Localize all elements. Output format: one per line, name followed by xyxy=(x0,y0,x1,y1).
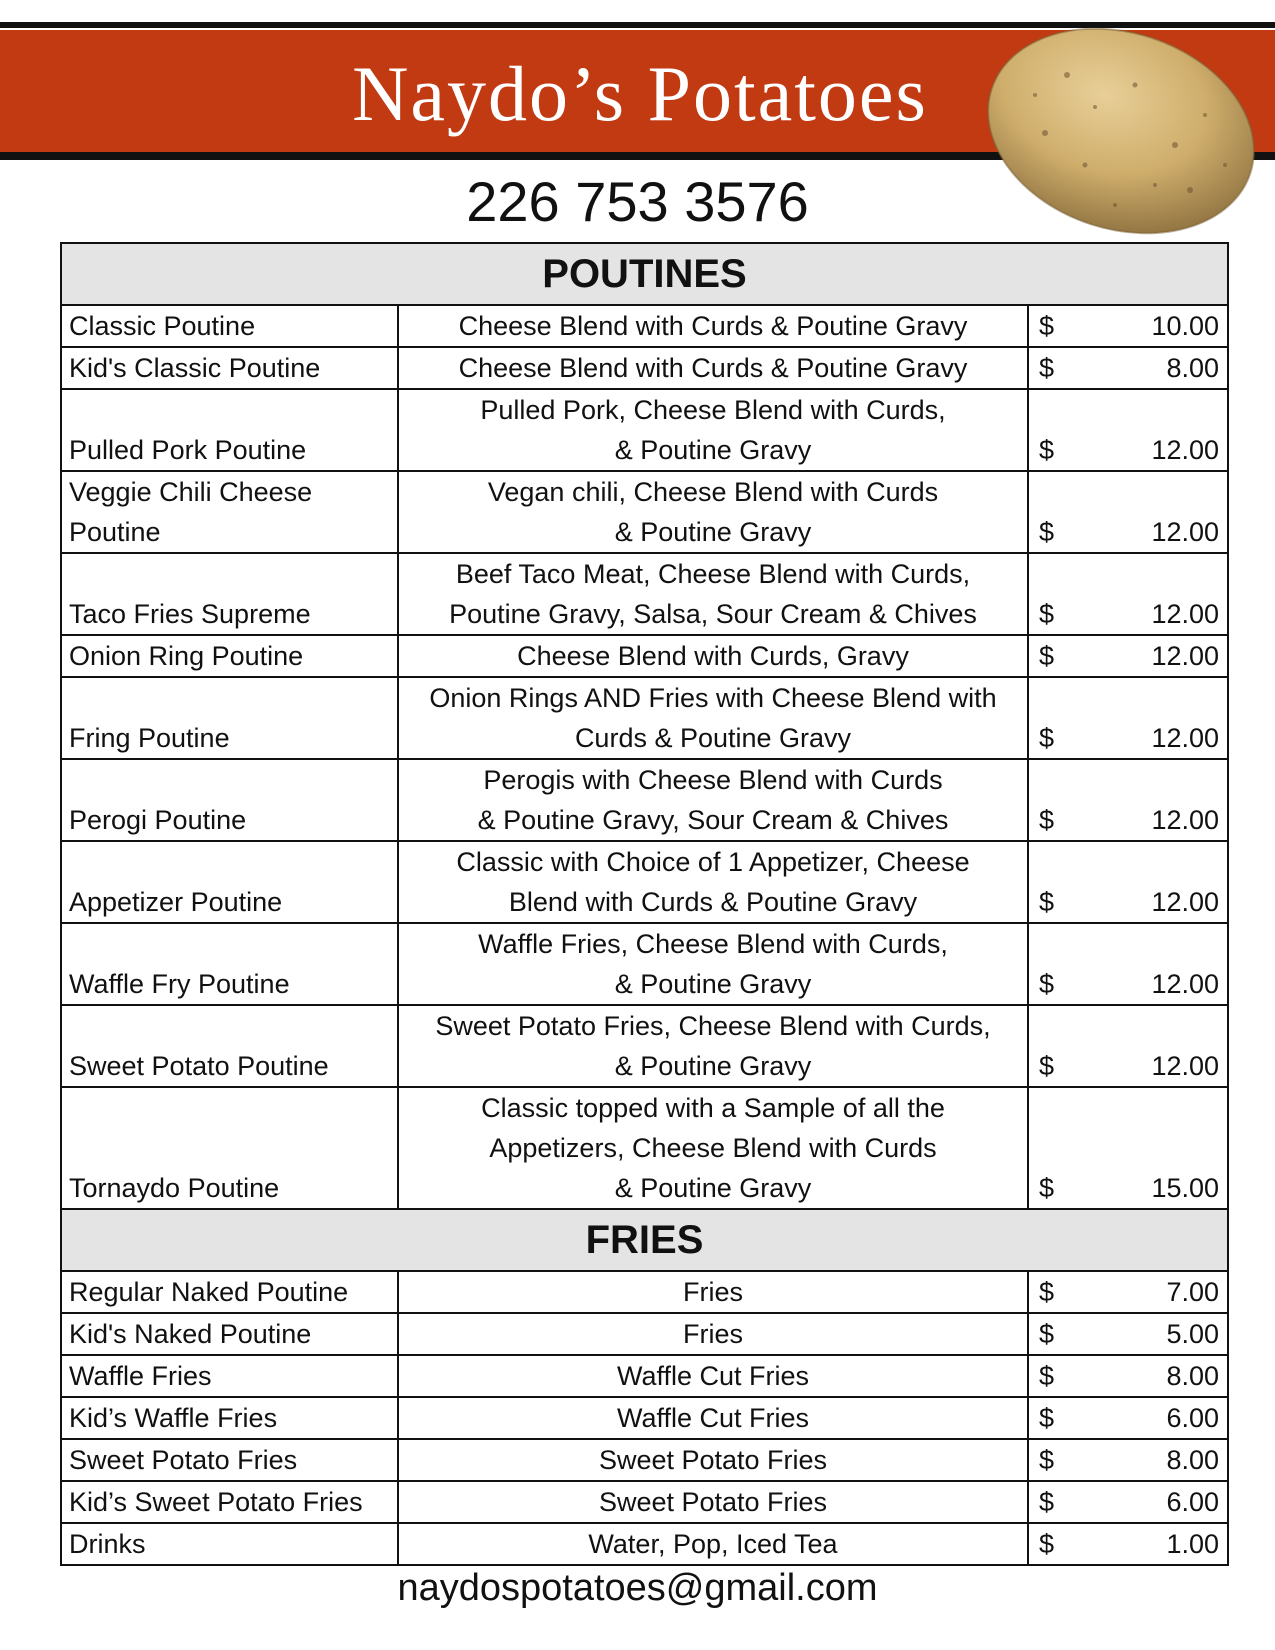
item-price: 15.00 xyxy=(1151,1173,1220,1203)
item-description: Cheese Blend with Curds & Poutine Gravy xyxy=(398,305,1028,347)
menu-item-row xyxy=(61,1355,1228,1397)
menu-item-row xyxy=(61,1397,1228,1439)
item-description: Waffle Cut Fries xyxy=(398,1355,1028,1397)
item-price-cell xyxy=(1028,1005,1228,1087)
item-price-cell xyxy=(1028,1439,1228,1481)
currency-symbol: $ xyxy=(1039,599,1055,629)
item-name: Kid's Classic Poutine xyxy=(61,347,398,389)
item-description: Pulled Pork, Cheese Blend with Curds, & Poutine Gravy xyxy=(398,389,1028,471)
item-price-cell xyxy=(1028,553,1228,635)
item-price-cell xyxy=(1028,305,1228,347)
item-name: Classic Poutine xyxy=(61,305,398,347)
item-name: Appetizer Poutine xyxy=(61,841,398,923)
menu-item-row xyxy=(61,389,1228,471)
item-price-cell xyxy=(1028,1271,1228,1313)
currency-symbol: $ xyxy=(1039,969,1055,999)
currency-symbol: $ xyxy=(1039,1319,1055,1349)
currency-symbol: $ xyxy=(1039,517,1055,547)
currency-symbol: $ xyxy=(1039,1487,1055,1517)
item-price-cell xyxy=(1028,389,1228,471)
section-header-row xyxy=(61,1209,1228,1271)
item-name: Fring Poutine xyxy=(61,677,398,759)
item-price-cell xyxy=(1028,841,1228,923)
item-name: Waffle Fry Poutine xyxy=(61,923,398,1005)
item-description: Sweet Potato Fries xyxy=(398,1439,1028,1481)
menu-table xyxy=(60,242,1229,1566)
item-description: Sweet Potato Fries xyxy=(398,1481,1028,1523)
currency-symbol: $ xyxy=(1039,1529,1055,1559)
item-description: Cheese Blend with Curds & Poutine Gravy xyxy=(398,347,1028,389)
item-price: 7.00 xyxy=(1166,1277,1220,1307)
item-name: Onion Ring Poutine xyxy=(61,635,398,677)
item-price: 12.00 xyxy=(1151,599,1220,629)
currency-symbol: $ xyxy=(1039,1173,1055,1203)
item-name: Waffle Fries xyxy=(61,1355,398,1397)
menu-item-row xyxy=(61,1523,1228,1565)
item-price: 12.00 xyxy=(1151,723,1220,753)
item-description: Waffle Cut Fries xyxy=(398,1397,1028,1439)
item-description: Cheese Blend with Curds, Gravy xyxy=(398,635,1028,677)
item-price-cell xyxy=(1028,1087,1228,1209)
item-name: Regular Naked Poutine xyxy=(61,1271,398,1313)
item-price: 1.00 xyxy=(1166,1529,1220,1559)
item-description: Waffle Fries, Cheese Blend with Curds, & Poutine Gravy xyxy=(398,923,1028,1005)
menu-item-row xyxy=(61,841,1228,923)
currency-symbol: $ xyxy=(1039,1277,1055,1307)
item-price-cell xyxy=(1028,677,1228,759)
item-name: Sweet Potato Fries xyxy=(61,1439,398,1481)
menu-item-row xyxy=(61,1005,1228,1087)
item-price-cell xyxy=(1028,1523,1228,1565)
item-description: Classic topped with a Sample of all the Appetizers, Cheese Blend with Curds & Poutine Gravy xyxy=(398,1087,1028,1209)
phone-number: 226 753 3576 xyxy=(466,170,809,233)
currency-symbol: $ xyxy=(1039,1445,1055,1475)
section-title: FRIES xyxy=(61,1209,1228,1271)
item-price: 12.00 xyxy=(1151,969,1220,999)
item-price: 12.00 xyxy=(1151,641,1220,671)
item-price-cell xyxy=(1028,1397,1228,1439)
item-description: Onion Rings AND Fries with Cheese Blend with Curds & Poutine Gravy xyxy=(398,677,1028,759)
item-price: 12.00 xyxy=(1151,517,1220,547)
currency-symbol: $ xyxy=(1039,887,1055,917)
item-price: 8.00 xyxy=(1166,1445,1220,1475)
item-description: Classic with Choice of 1 Appetizer, Cheese Blend with Curds & Poutine Gravy xyxy=(398,841,1028,923)
item-price-cell xyxy=(1028,1355,1228,1397)
menu-item-row xyxy=(61,347,1228,389)
item-name: Tornaydo Poutine xyxy=(61,1087,398,1209)
item-price: 12.00 xyxy=(1151,887,1220,917)
item-price: 12.00 xyxy=(1151,1051,1220,1081)
item-price: 6.00 xyxy=(1166,1403,1220,1433)
item-price-cell xyxy=(1028,347,1228,389)
menu-item-row xyxy=(61,1271,1228,1313)
currency-symbol: $ xyxy=(1039,805,1055,835)
item-name: Perogi Poutine xyxy=(61,759,398,841)
restaurant-title: Naydo’s Potatoes xyxy=(352,50,928,137)
item-description: Beef Taco Meat, Cheese Blend with Curds, Poutine Gravy, Salsa, Sour Cream & Chives xyxy=(398,553,1028,635)
item-name: Kid's Naked Poutine xyxy=(61,1313,398,1355)
menu-item-row xyxy=(61,677,1228,759)
item-price-cell xyxy=(1028,1481,1228,1523)
item-price: 12.00 xyxy=(1151,435,1220,465)
menu-item-row xyxy=(61,635,1228,677)
menu-item-row xyxy=(61,1087,1228,1209)
item-price-cell xyxy=(1028,923,1228,1005)
currency-symbol: $ xyxy=(1039,1361,1055,1391)
currency-symbol: $ xyxy=(1039,311,1055,341)
item-name: Taco Fries Supreme xyxy=(61,553,398,635)
menu-item-row xyxy=(61,923,1228,1005)
menu-item-row xyxy=(61,305,1228,347)
item-name: Drinks xyxy=(61,1523,398,1565)
menu-item-row xyxy=(61,759,1228,841)
item-description: Fries xyxy=(398,1313,1028,1355)
section-header-row xyxy=(61,243,1228,305)
currency-symbol: $ xyxy=(1039,641,1055,671)
menu-item-row xyxy=(61,553,1228,635)
menu-item-row xyxy=(61,471,1228,553)
item-name: Pulled Pork Poutine xyxy=(61,389,398,471)
item-name: Veggie Chili Cheese Poutine xyxy=(61,471,398,553)
item-price-cell xyxy=(1028,759,1228,841)
menu-item-row xyxy=(61,1439,1228,1481)
currency-symbol: $ xyxy=(1039,1051,1055,1081)
item-description: Fries xyxy=(398,1271,1028,1313)
item-price: 10.00 xyxy=(1151,311,1220,341)
item-description: Water, Pop, Iced Tea xyxy=(398,1523,1028,1565)
item-description: Perogis with Cheese Blend with Curds & Poutine Gravy, Sour Cream & Chives xyxy=(398,759,1028,841)
item-name: Kid’s Sweet Potato Fries xyxy=(61,1481,398,1523)
item-description: Vegan chili, Cheese Blend with Curds & Poutine Gravy xyxy=(398,471,1028,553)
item-price-cell xyxy=(1028,1313,1228,1355)
item-name: Kid’s Waffle Fries xyxy=(61,1397,398,1439)
menu-item-row xyxy=(61,1313,1228,1355)
item-price: 8.00 xyxy=(1166,1361,1220,1391)
currency-symbol: $ xyxy=(1039,353,1055,383)
currency-symbol: $ xyxy=(1039,435,1055,465)
item-price: 6.00 xyxy=(1166,1487,1220,1517)
item-price: 8.00 xyxy=(1166,353,1220,383)
item-price: 5.00 xyxy=(1166,1319,1220,1349)
item-price-cell xyxy=(1028,635,1228,677)
currency-symbol: $ xyxy=(1039,1403,1055,1433)
section-title: POUTINES xyxy=(61,243,1228,305)
item-description: Sweet Potato Fries, Cheese Blend with Curds, & Poutine Gravy xyxy=(398,1005,1028,1087)
item-price-cell xyxy=(1028,471,1228,553)
menu-item-row xyxy=(61,1481,1228,1523)
currency-symbol: $ xyxy=(1039,723,1055,753)
item-price: 12.00 xyxy=(1151,805,1220,835)
item-name: Sweet Potato Poutine xyxy=(61,1005,398,1087)
contact-email: naydospotatoes@gmail.com xyxy=(397,1567,878,1609)
